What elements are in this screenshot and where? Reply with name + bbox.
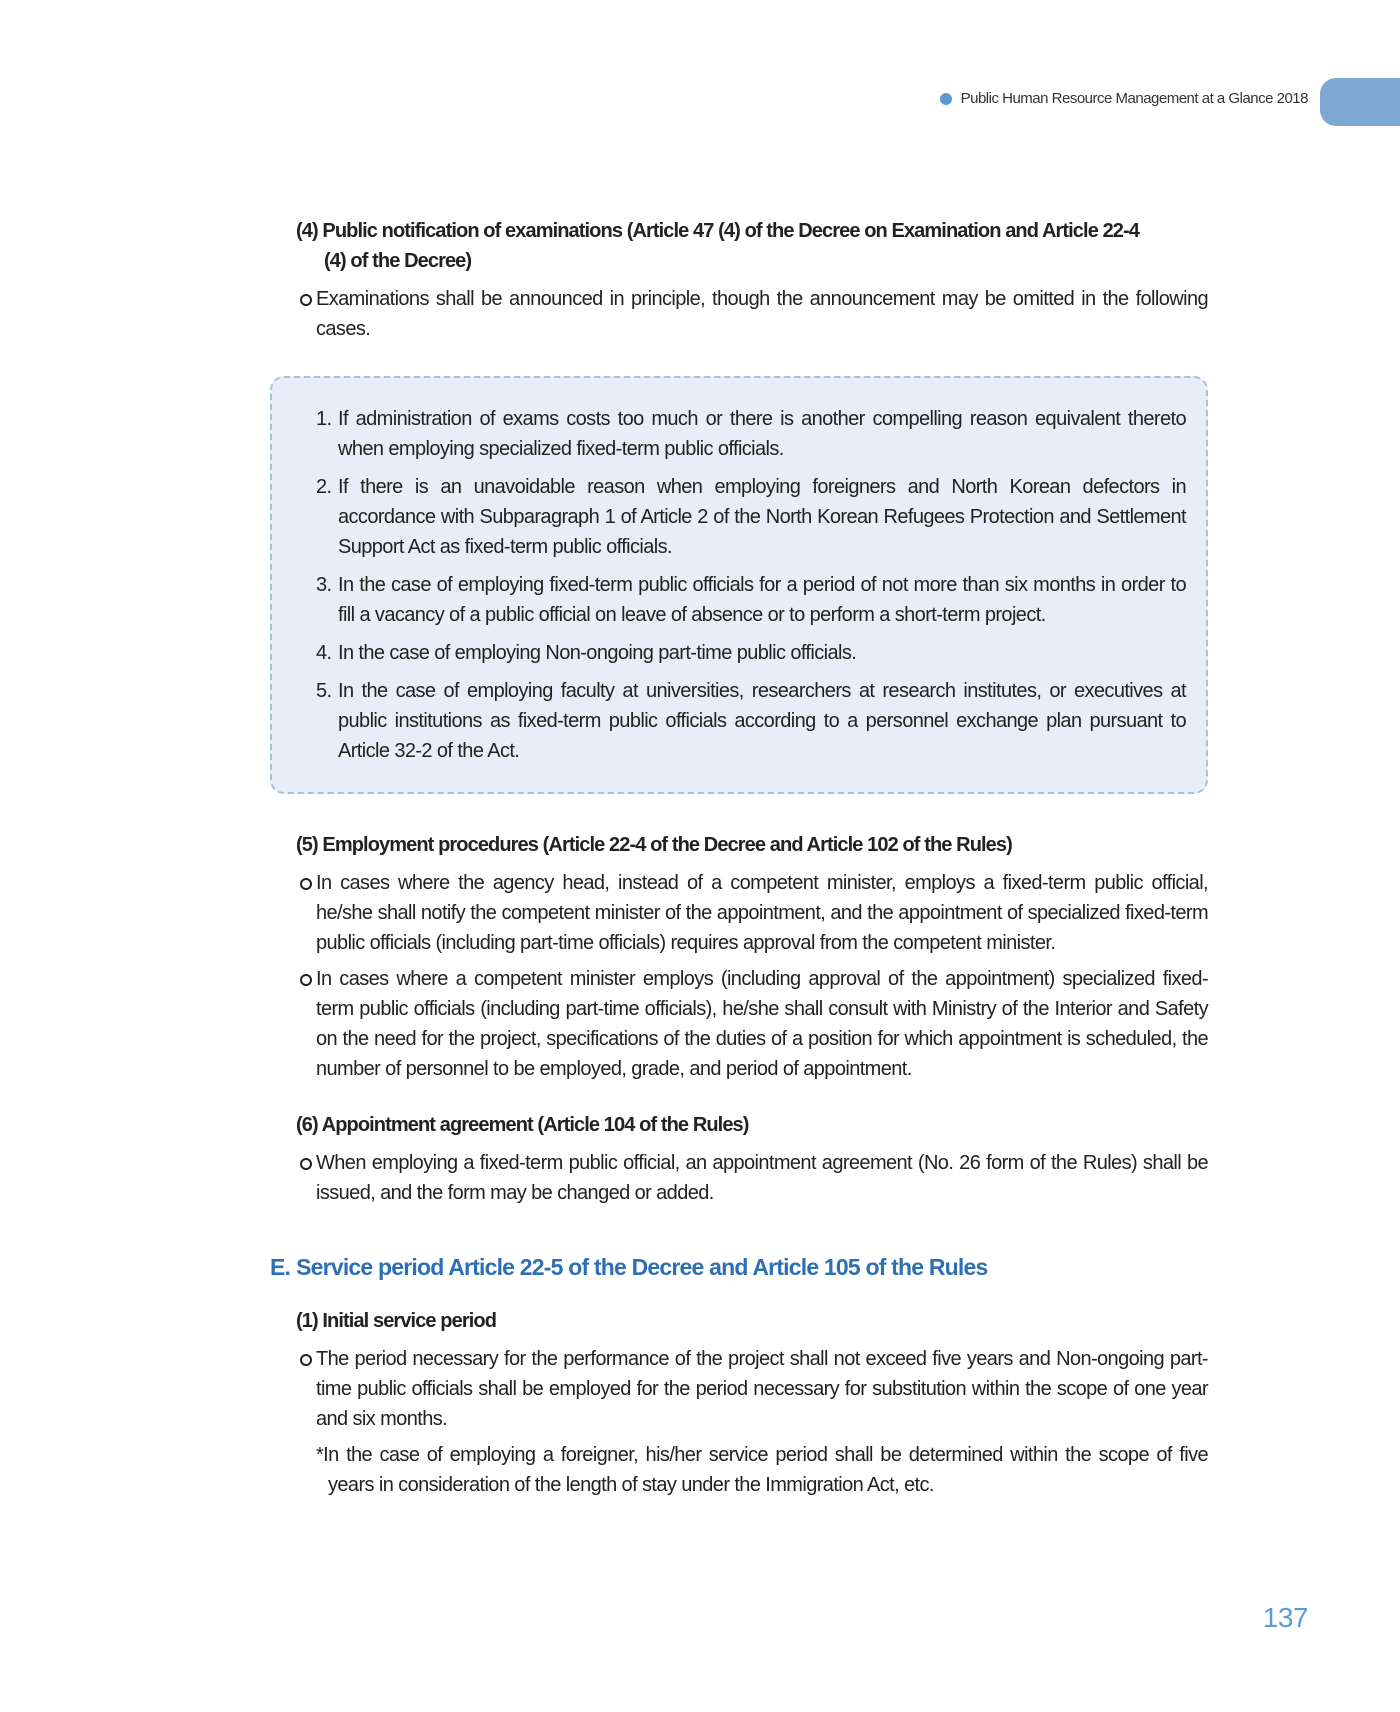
footnote: *In the case of employing a foreigner, his/her service period shall be determined within the scope of five years in consideration of the length of stay under the Immigration Act, etc.	[316, 1444, 1208, 1496]
heading-initial-service-period: (1) Initial service period	[296, 1310, 497, 1332]
running-title: Public Human Resource Management at a Glance 2018	[960, 90, 1308, 107]
bullet-paragraph: When employing a fixed-term public official, an appointment agreement (No. 26 form of the Rules) shall be issued, and the form may be changed or added.	[270, 1148, 1208, 1208]
list-item: 2. If there is an unavoidable reason when employing foreigners and North Korean defectors in accordance with Subparagraph 1 of Article 2 of the North Korean Refugees Protection and Settlement Support Act as fixed-term public officials.	[316, 476, 1186, 558]
heading-employment-procedures: (5) Employment procedures (Article 22-4 of the Decree and Article 102 of the Rules)	[296, 834, 1012, 856]
list-item: 5. In the case of employing faculty at universities, researchers at research institutes, or executives at public institutions as fixed-term public officials according to a personnel exchange plan pursuant to Article 32-2 of the Act.	[316, 680, 1186, 762]
heading-public-notification: (4) Public notification of examinations (Article 47 (4) of the Decree on Examination and Article 22-4 (4) of the Decree)	[296, 220, 1139, 272]
bullet-paragraph: In cases where a competent minister employs (including approval of the appointment) specialized fixed-term public officials (including part-time officials), he/she shall consult with Ministry of the Interior and Safety on the need for the project, specifications of the duties of a position for which appointment is scheduled, the number of personnel to be employed, grade, and period of appointment.	[270, 964, 1208, 1084]
page-number: 137	[1262, 1602, 1308, 1633]
exceptions-box	[270, 376, 1208, 794]
chapter-tab	[1320, 78, 1400, 126]
exceptions-list	[316, 404, 1186, 766]
section-title-service-period: E. Service period Article 22-5 of the Decree and Article 105 of the Rules	[270, 1254, 988, 1280]
bullet-dot-icon	[940, 93, 952, 105]
bullet-paragraph: Examinations shall be announced in principle, though the announcement may be omitted in the following cases.	[270, 284, 1208, 344]
heading-appointment-agreement: (6) Appointment agreement (Article 104 of the Rules)	[296, 1114, 749, 1136]
list-item: 3. In the case of employing fixed-term public officials for a period of not more than six months in order to fill a vacancy of a public official on leave of absence or to perform a short-term project.	[316, 574, 1186, 626]
bullet-paragraph: In cases where the agency head, instead of a competent minister, employs a fixed-term public official, he/she shall notify the competent minister of the appointment, and the appointment of specialized fixed-term public officials (including part-time officials) requires approval from the competent minister.	[270, 868, 1208, 958]
page-content	[270, 216, 1208, 1500]
list-item: 4. In the case of employing Non-ongoing part-time public officials.	[316, 642, 857, 664]
list-item: 1. If administration of exams costs too much or there is another compelling reason equivalent thereto when employing specialized fixed-term public officials.	[316, 408, 1186, 460]
running-header	[940, 90, 1308, 107]
bullet-paragraph: The period necessary for the performance of the project shall not exceed five years and Non-ongoing part-time public officials shall be employed for the period necessary for substitution within the scope of one year and six months.	[270, 1344, 1208, 1434]
